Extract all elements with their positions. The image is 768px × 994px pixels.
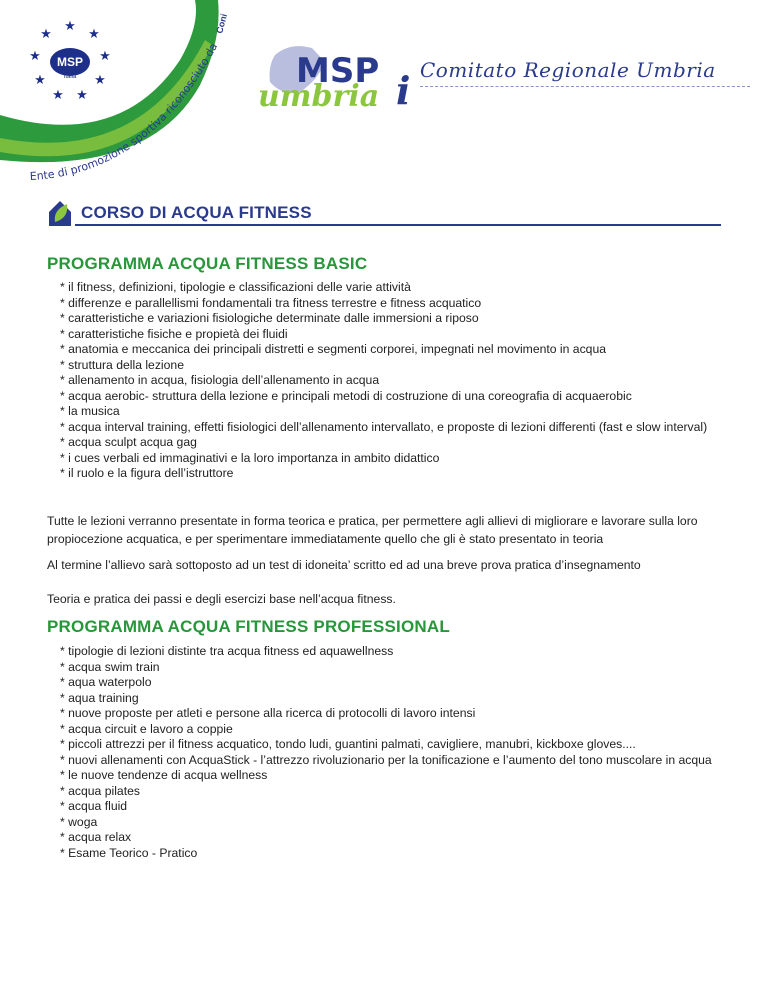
svg-text:★: ★ — [34, 72, 46, 87]
msp-umbria-logo — [258, 46, 410, 114]
coni-label: Coni — [214, 12, 230, 35]
basic-program-heading: PROGRAMMA ACQUA FITNESS BASIC — [47, 254, 368, 273]
logo-umbria: umbria — [258, 79, 380, 114]
list-item: * acqua swim train — [60, 659, 160, 674]
svg-text:★: ★ — [99, 48, 111, 63]
svg-text:★: ★ — [88, 26, 100, 41]
list-item: * il ruolo e la figura dell’istruttore — [60, 466, 234, 480]
list-item: * acqua aerobic- struttura della lezione e principali metodi di costruzione di una coreografia di acquaerobic — [60, 388, 632, 403]
list-item: * anatomia e meccanica dei principali distretti e segmenti corporei, impegnati nel movimento in acqua — [60, 342, 607, 356]
logo-i-swash-icon: i — [396, 68, 411, 113]
list-item: * nuovi allenamenti con AcquaStick - l’attrezzo rivoluzionario per la tonificazione e l’aumento del tono muscolare in acqua — [60, 752, 712, 767]
list-item: * allenamento in acqua, fisiologia dell’allenamento in acqua — [60, 373, 380, 387]
professional-program-heading: PROGRAMMA ACQUA FITNESS PROFESSIONAL — [47, 617, 450, 636]
svg-text:★: ★ — [29, 48, 41, 63]
page-title: CORSO DI ACQUA FITNESS — [81, 203, 312, 222]
badge-sub: Italia — [63, 74, 77, 80]
list-item: * caratteristiche fisiche e propietà dei fluidi — [60, 326, 288, 341]
logo-msp: MSP — [296, 51, 380, 91]
list-item: * piccoli attrezzi per il fitness acquatico, tondo ludi, guantini palmati, cavigliere, manubri, kickboxe gloves.... — [60, 737, 636, 751]
professional-program-list — [60, 644, 720, 861]
list-item: * acqua sculpt acqua gag — [60, 435, 197, 449]
list-item: * tipologie di lezioni distinte tra acqua fitness ed aquawellness — [60, 644, 394, 658]
list-item: * acqua circuit e lavoro a coppie — [60, 721, 233, 736]
title-divider — [75, 224, 721, 226]
svg-text:★: ★ — [64, 18, 76, 33]
list-item: * caratteristiche e variazioni fisiologiche determinate dalle immersioni a riposo — [60, 311, 479, 325]
list-item: * struttura della lezione — [60, 357, 184, 372]
list-item: * nuove proposte per atleti e persone alla ricerca di protocolli di lavoro intensi — [60, 706, 476, 720]
msp-italia-badge — [26, 18, 114, 106]
header-graphics — [0, 0, 768, 200]
svg-text:★: ★ — [76, 87, 88, 102]
list-item: * il fitness, definizioni, tipologie e classificazioni delle varie attività — [60, 280, 411, 294]
comitato-label: Comitato Regionale Umbria — [420, 58, 716, 82]
exam-paragraph: Al termine l’allievo sarà sottoposto ad un test di idoneita’ scritto ed ad una breve prova pratica d’insegnamento — [47, 558, 641, 572]
leaf-bullet-icon — [45, 196, 75, 228]
basic-program-list — [60, 280, 720, 482]
theory-paragraph: Teoria e pratica dei passi e degli esercizi base nell’acqua fitness. — [47, 592, 396, 606]
list-item: * i cues verbali ed immaginativi e la loro importanza in ambito didattico — [60, 450, 440, 465]
list-item: * acqua relax — [60, 830, 132, 844]
lessons-paragraph: Tutte le lezioni verranno presentate in forma teorica e pratica, per permettere agli allievi di migliorare e lavorare sulla loro propiocezione acquatica, e per sperimentare immediatamente quello che gli è stato presentato in teoria — [47, 514, 698, 546]
list-item: * woga — [60, 814, 98, 829]
list-item: * acqua pilates — [60, 783, 140, 798]
list-item: * acqua fluid — [60, 799, 128, 813]
comitato-underline — [420, 86, 750, 88]
section-title-row — [45, 196, 721, 228]
arc-tagline: Ente di promozione sportiva riconosciuto da — [29, 40, 221, 184]
list-item: * aqua waterpolo — [60, 675, 152, 689]
svg-text:★: ★ — [94, 72, 106, 87]
list-item: * differenze e parallellismi fondamentali tra fitness terrestre e fitness acquatico — [60, 295, 482, 310]
svg-text:★: ★ — [40, 26, 52, 41]
badge-text: MSP — [56, 55, 84, 69]
svg-text:★: ★ — [52, 87, 64, 102]
page-header — [0, 0, 768, 200]
list-item: * le nuove tendenze di acqua wellness — [60, 768, 268, 782]
list-item: * acqua interval training, effetti fisiologici dell’allenamento intervallato, e proposte di lezioni differenti (fast e slow interval) — [60, 419, 708, 434]
list-item: * Esame Teorico - Pratico — [60, 845, 198, 860]
list-item: * aqua training — [60, 690, 139, 705]
list-item: * la musica — [60, 404, 120, 418]
